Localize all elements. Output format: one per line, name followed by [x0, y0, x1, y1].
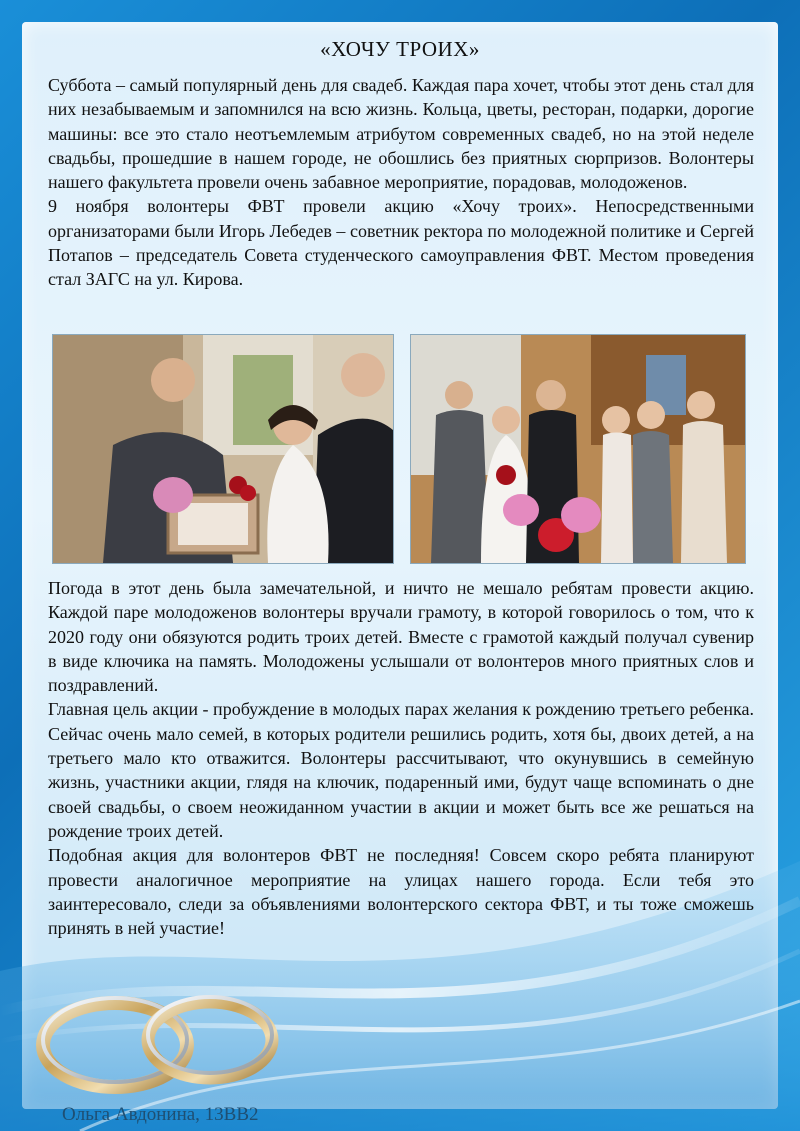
- paragraph: Главная цель акции - пробуждение в молодых парах желания к рождению третьего ребенка. Сейчас очень мало семей, в которых родители решились родить, хотя бы, двоих детей, а на третьего мало кто отважится. Волонтеры рассчитывают, что окунувшись в семейную жизнь, участники акции, глядя на ключик, подаренный ими, будут чаще вспоминать о дне своей свадьбы, о своем неожиданном участии в акции и может быть все же решаться на рождение троих детей.: [48, 699, 754, 841]
- article-body: [48, 576, 754, 940]
- article-title: «ХОЧУ ТРОИХ»: [320, 37, 480, 61]
- photo-volunteers-presenting-certificate: [52, 334, 394, 564]
- paragraph: Подобная акция для волонтеров ФВТ не последняя! Совсем скоро ребята планируют провести аналогичное мероприятие на улицах нашего города. Если тебя это заинтересовало, следи за объявлениями волонтерского сектора ФВТ, и ты тоже сможешь принять в ней участие!: [48, 845, 754, 939]
- article-author: Ольга Авдонина, 13ВВ2: [62, 1104, 259, 1125]
- paragraph: 9 ноября волонтеры ФВТ провели акцию «Хочу троих». Непосредственными организаторами были Игорь Лебедев – советник ректора по молодежной политике и Сергей Потапов – председатель Совета студенческого самоуправления ФВТ. Местом проведения стал ЗАГС на ул. Кирова.: [48, 196, 754, 290]
- photo-illustration: [53, 335, 393, 563]
- article-intro: [48, 73, 754, 292]
- paragraph: Погода в этот день была замечательной, и ничто не мешало ребятам провести акцию. Каждой паре молодоженов волонтеры вручали грамоту, в которой говорилось о том, что к 2020 году они обязуются родить троих детей. Вместе с грамотой каждый получал сувенир в виде ключика на память. Молодожены услышали от волонтеров много приятных слов и поздравлений.: [48, 578, 754, 696]
- photo-illustration: [411, 335, 745, 563]
- photo-group-with-newlyweds: [410, 334, 746, 564]
- paragraph: Суббота – самый популярный день для свадеб. Каждая пара хочет, чтобы этот день стал для них незабываемым и запомнился на всю жизнь. Кольца, цветы, ресторан, подарки, дорогие машины: все это стало неотъемлемым атрибутом современных свадеб, но на этой неделе свадьбы, прошедшие в нашем городе, не обошлись без приятных сюрпризов. Волонтеры нашего факультета провели очень забавное мероприятие, порадовав, молодоженов.: [48, 75, 755, 193]
- wedding-rings-image: [30, 975, 290, 1105]
